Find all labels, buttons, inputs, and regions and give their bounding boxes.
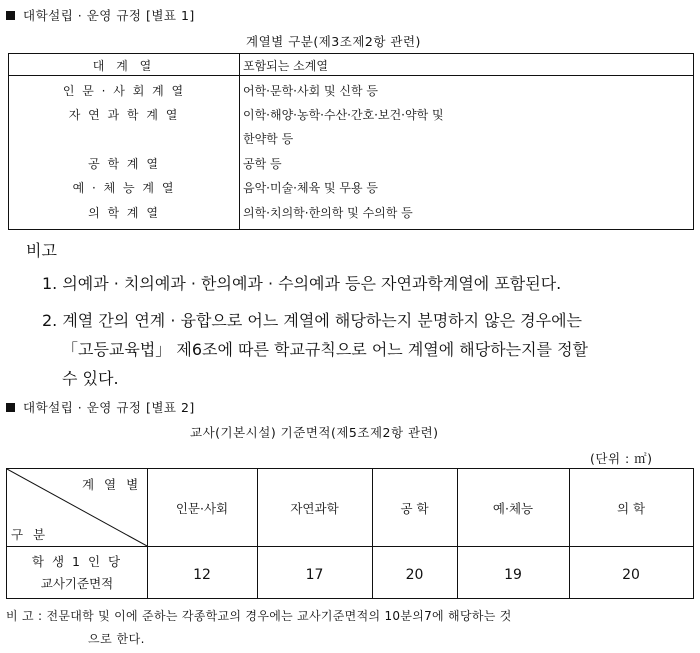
annex2-remark-line1: 비 고 : 전문대학 및 이에 준하는 각종학교의 경우에는 교사기준면적의 10분의7에 해당하는 것 xyxy=(6,609,512,623)
column-engineering: 공 학 xyxy=(400,501,429,516)
corner-top-label: 계 열 별 xyxy=(82,477,142,492)
column-medicine: 의 학 xyxy=(616,501,646,516)
value-engineering: 20 xyxy=(405,567,424,583)
corner-bottom-label: 구 분 xyxy=(11,527,49,542)
column-humanities: 인문·사회 xyxy=(175,501,229,516)
annex1-caption: 계열별 구분(제3조제2항 관련) xyxy=(246,34,421,49)
value-natural-science: 17 xyxy=(305,567,324,583)
remark-item-2-cont: 「고등교육법」 제6조에 따른 학교규칙으로 어느 계열에 해당하는지를 정할 xyxy=(62,340,589,359)
annex2-caption: 교사(기본시설) 기준면적(제5조제2항 관련) xyxy=(190,425,439,440)
value-arts-sports: 19 xyxy=(504,567,522,583)
row-divider xyxy=(7,546,693,547)
table-header xyxy=(9,54,693,76)
column-arts-sports: 예·체능 xyxy=(492,501,534,516)
annex1-heading xyxy=(6,6,195,24)
remarks-title: 비고 xyxy=(26,241,57,260)
column-natural-science: 자연과학 xyxy=(290,501,339,516)
row-label-line2: 교사기준면적 xyxy=(40,576,114,591)
header-sub-categories: 포함되는 소계열 xyxy=(243,59,328,73)
remark-item-2-end: 수 있다. xyxy=(62,369,119,388)
subs-arts-sports: 음악·미술·체육 및 무용 등 xyxy=(243,181,378,195)
annex2-heading xyxy=(6,398,195,416)
annex2-heading-text: 대학설립 · 운영 규정 [별표 2] xyxy=(23,400,195,415)
header-major-category: 대 계 열 xyxy=(92,59,156,73)
value-humanities: 12 xyxy=(193,567,211,583)
subs-engineering: 공학 등 xyxy=(243,157,282,171)
remark-item-2: 2. 계열 간의 연계 · 융합으로 어느 계열에 해당하는지 분명하지 않은 경우에는 xyxy=(42,311,582,330)
black-square-icon xyxy=(6,403,15,412)
category-humanities: 인 문 · 사 회 계 열 xyxy=(62,84,186,98)
subs-humanities: 어학·문학·사회 및 신학 등 xyxy=(243,84,378,98)
classification-table xyxy=(8,53,694,230)
category-engineering: 공 학 계 열 xyxy=(88,157,160,171)
unit-label: (단위 : ㎡) xyxy=(590,451,653,466)
value-medicine: 20 xyxy=(622,567,640,583)
area-standard-table xyxy=(6,468,694,599)
category-medicine: 의 학 계 열 xyxy=(88,206,160,220)
remark-item-1: 1. 의예과 · 치의예과 · 한의예과 · 수의예과 등은 자연과학계열에 포함된다. xyxy=(42,274,562,293)
table-divider xyxy=(239,54,240,229)
category-natural-science: 자 연 과 학 계 열 xyxy=(68,108,180,122)
black-square-icon xyxy=(6,11,15,20)
row-label-line1: 학 생 1 인 당 xyxy=(31,554,123,569)
annex2-remark-line2: 으로 한다. xyxy=(88,632,145,646)
subs-medicine: 의학·치의학·한의학 및 수의학 등 xyxy=(243,206,413,220)
subs-natural-science-2: 한약학 등 xyxy=(243,132,294,146)
annex1-heading-text: 대학설립 · 운영 규정 [별표 1] xyxy=(23,8,195,23)
subs-natural-science-1: 이학·해양·농학·수산·간호·보건·약학 및 xyxy=(243,108,444,122)
category-arts-sports: 예 · 체 능 계 열 xyxy=(72,181,176,195)
